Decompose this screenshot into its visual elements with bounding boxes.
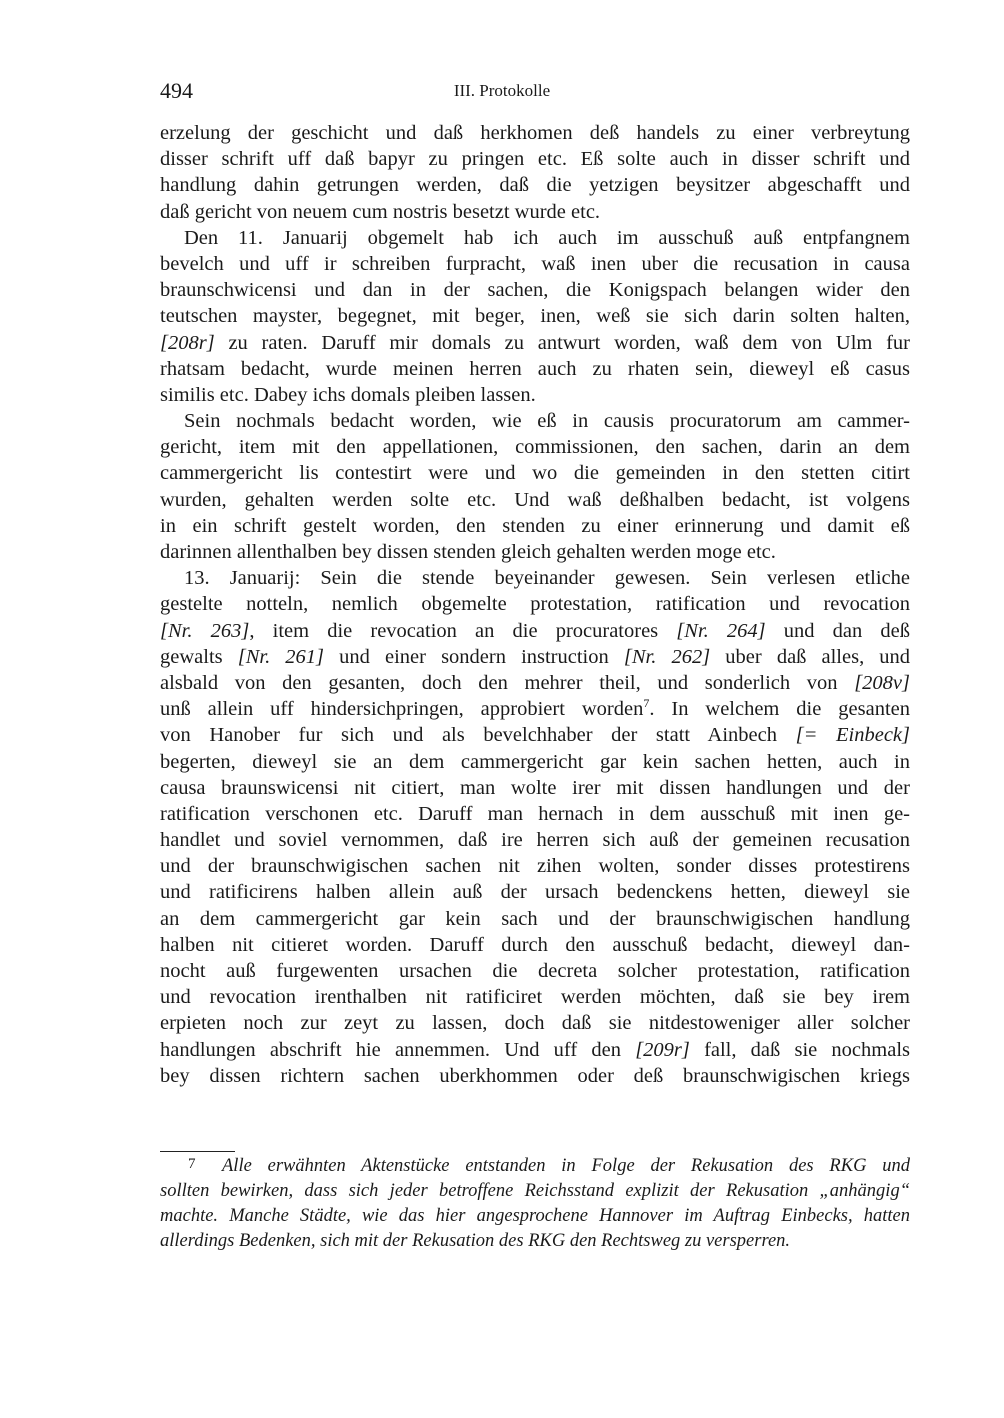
- document-ref: [Nr. 262]: [623, 645, 711, 668]
- text-line: handlungen abschrift hie annemmen. Und uff den [209r] fall, daß sie nochmals: [160, 1038, 910, 1061]
- text-line: in ein schrift gestelt worden, den stenden zu einer erinnerung und damit eß: [160, 514, 910, 537]
- footnote-number: 7: [188, 1156, 196, 1172]
- text-line: handlet und soviel vernommen, daß ire herren sich auß der gemeinen recusation: [160, 829, 910, 852]
- text-line: gericht, item mit den appellationen, commissionen, den sachen, darin an dem: [160, 436, 910, 459]
- text-line: darinnen allenthalben bey dissen stenden gleich gehalten werden moge etc.: [160, 541, 776, 563]
- text-line: daß gericht von neuem cum nostris besetzt wurde etc.: [160, 200, 601, 223]
- text-line: begerten, dieweyl sie an dem cammergericht gar kein sachen hetten, auch in: [160, 750, 910, 773]
- document-ref: [Nr. 263]: [160, 619, 250, 642]
- running-head: III. Protokolle: [453, 81, 551, 100]
- text-line: cammergericht lis contestirt were und wo die gemeinden in den stetten citirt: [160, 462, 910, 485]
- text-line: bevelch und uff ir schreiben furpracht, waß inen uber die recusation in causa: [160, 252, 910, 275]
- text-line: erpieten noch zur zeyt zu lassen, doch daß sie nitdestoweniger aller solcher: [160, 1012, 910, 1035]
- text-line: [Nr. 263], item die revocation an die procuratores [Nr. 264] und dan deß: [160, 619, 911, 642]
- text-line: [208r] zu raten. Daruff mir domals zu antwurt worden, waß dem von Ulm fur: [160, 331, 911, 354]
- text-line: rhatsam bedacht, wurde meinen herren auch zu rhaten sein, dieweyl eß casus: [160, 357, 910, 380]
- text-line: braunschwicensi und dan in der sachen, die Konigspach belangen wider den: [160, 279, 910, 302]
- editorial-gloss: [= Einbeck]: [795, 724, 911, 747]
- text-line: ratification verschonen etc. Daruff man hernach in dem ausschuß mit inen ge-: [160, 802, 910, 825]
- footnote-line: sollten bewirken, dass sich jeder betroffene Reichsstand explizit der Rekusation „anhängig“: [160, 1181, 910, 1201]
- body-text: [160, 120, 910, 1089]
- text-line: teutschen mayster, begegnet, mit beger, inen, weß sie sich darin solten halten,: [160, 305, 910, 328]
- paragraph-start: 13. Januarij: Sein die stende beyeinander gewesen. Sein verlesen etliche: [184, 567, 910, 590]
- text-line: erzelung der geschicht und daß herkhomen deß handels zu einer verbreytung: [160, 122, 910, 144]
- footnote-line: 7 Alle erwähnten Aktenstücke entstanden in Folge der Rekusation des RKG und: [160, 1154, 910, 1179]
- text-line: und revocation irenthalben nit ratificiret werden möchten, daß sie bey irem: [160, 986, 910, 1009]
- text-line: bey dissen richtern sachen uberkhommen oder deß braunschwigischen kriegs: [160, 1064, 910, 1087]
- text-line: nocht auß furgewenten ursachen die decreta solcher protestation, ratification: [160, 960, 910, 982]
- document-ref: [Nr. 261]: [237, 645, 325, 668]
- text-line: an dem cammergericht gar kein sach und der braunschwigischen handlung: [160, 907, 910, 930]
- folio-marker: [209r]: [635, 1038, 690, 1061]
- document-ref: [Nr. 264]: [676, 619, 766, 642]
- paragraph-start: Den 11. Januarij obgemelt hab ich auch im ausschuß auß entpfangnem: [184, 226, 910, 249]
- text-line: handlung dahin getrungen werden, daß die yetzigen beysitzer abgeschafft und: [160, 174, 910, 197]
- text-line: und ratificirens halben allein auß der ursach bedenckens hetten, dieweyl sie: [160, 881, 910, 904]
- page-number: 494: [160, 78, 193, 103]
- text-line: und der braunschwigischen sachen nit zihen wolten, sonder disses protestirens: [160, 855, 910, 878]
- text-line: causa braunswicensi nit citiert, man wolte irer mit dissen handlungen und der: [160, 776, 910, 799]
- footnote-line: machte. Manche Städte, wie das hier angesprochene Hannover im Auftrag Einbecks, hatten: [160, 1206, 910, 1226]
- text-line: wurden, gehalten werden solte etc. Und waß deßhalben bedacht, ist volgens: [160, 488, 910, 511]
- footnote-separator: [160, 1151, 235, 1152]
- text-line: gewalts [Nr. 261] und einer sondern instruction [Nr. 262] uber daß alles, und: [160, 645, 911, 668]
- text-line: alsbald von den gesanten, doch den mehrer theil, und sonderlich von [208v]: [160, 671, 910, 694]
- text-line: unß allein uff hindersichpringen, approbiert worden$^7$. In welchem die gesanten: [160, 696, 910, 721]
- footnote-line: allerdings Bedenken, sich mit der Rekusation des RKG den Rechtsweg zu versperren.: [160, 1231, 791, 1251]
- folio-marker: [208r]: [160, 331, 215, 354]
- text-line: similis etc. Dabey ichs domals pleiben lassen.: [160, 383, 536, 406]
- text-line: disser schrift uff daß bapyr zu pringen etc. Eß solte auch in disser schrift und: [160, 148, 910, 171]
- text-line: von Hanober fur sich und als bevelchhaber der statt Ainbech [= Einbeck]: [160, 724, 911, 747]
- footnote-7: [160, 1154, 910, 1254]
- text-line: halben nit citieret worden. Daruff durch den ausschuß bedacht, dieweyl dan-: [160, 933, 910, 956]
- footnote-reference[interactable]: 7: [643, 696, 650, 711]
- folio-marker: [208v]: [854, 671, 910, 694]
- paragraph-start: Sein nochmals bedacht worden, wie eß in causis procuratorum am cammer-: [184, 410, 910, 433]
- text-line: gestelte notteln, nemlich obgemelte protestation, ratification und revocation: [160, 593, 910, 616]
